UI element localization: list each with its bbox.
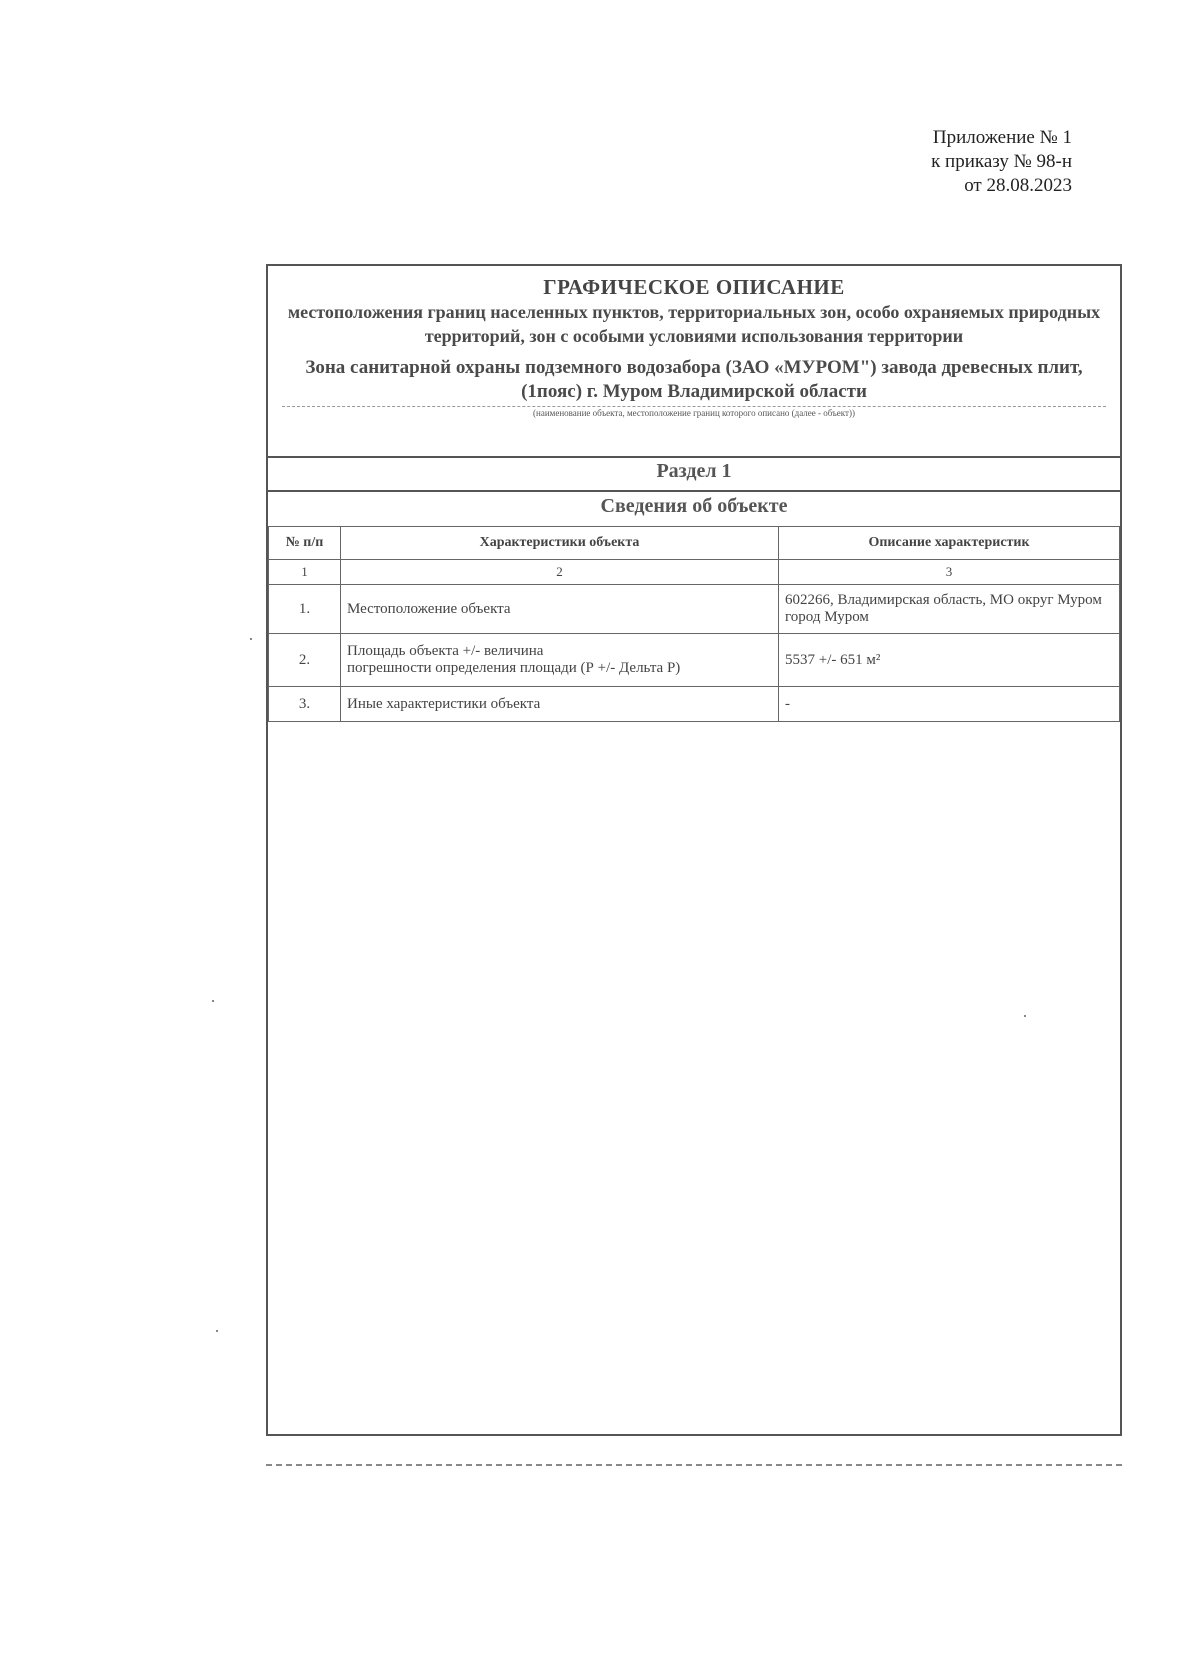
column-header-characteristic: Характеристики объекта	[341, 527, 779, 560]
annex-line-2: к приказу № 98-н	[931, 151, 1072, 172]
column-number: 1	[269, 560, 341, 585]
table-row	[269, 687, 1120, 722]
annex-reference	[931, 126, 1072, 198]
document-header	[268, 266, 1120, 456]
row-description: -	[779, 687, 1120, 722]
section-heading: Сведения об объекте	[600, 495, 788, 517]
table-header-row	[269, 527, 1120, 560]
row-number: 3.	[269, 687, 341, 722]
row-description: 602266, Владимирская область, МО округ Муром город Муром	[779, 585, 1120, 634]
document-frame	[266, 264, 1122, 1436]
column-header-description: Описание характеристик	[779, 527, 1120, 560]
scan-speck	[1024, 1015, 1026, 1017]
object-name: Зона санитарной охраны подземного водозабора (ЗАО «МУРОМ") завода древесных плит, (1пояс) г. Муром Владимирской области	[305, 357, 1083, 402]
section-label: Раздел 1	[656, 460, 732, 482]
scan-speck	[216, 1330, 218, 1332]
column-number-row	[269, 560, 1120, 585]
row-characteristic: Иные характеристики объекта	[341, 687, 779, 722]
divider	[268, 456, 1120, 458]
row-characteristic: Местоположение объекта	[341, 585, 779, 634]
scan-speck	[212, 1000, 214, 1002]
document-title: ГРАФИЧЕСКОЕ ОПИСАНИЕ	[543, 275, 845, 299]
row-number: 2.	[269, 634, 341, 687]
document-subtitle: местоположения границ населенных пунктов, территориальных зон, особо охраняемых природных территорий, зон с особыми условиями использования территории	[287, 302, 1101, 346]
column-number: 2	[341, 560, 779, 585]
annex-line-3: от 28.08.2023	[964, 175, 1072, 196]
page-bottom-line	[266, 1464, 1122, 1466]
column-header-num: № п/п	[269, 527, 341, 560]
object-info-table	[268, 526, 1120, 722]
row-characteristic-line: погрешности определения площади (Р +/- Дельта Р)	[347, 660, 681, 676]
table-row	[269, 634, 1120, 687]
row-characteristic	[341, 634, 779, 687]
table-row	[269, 585, 1120, 634]
row-number: 1.	[269, 585, 341, 634]
row-characteristic-line: Площадь объекта +/- величина	[347, 643, 544, 659]
annex-line-1: Приложение № 1	[932, 127, 1072, 148]
object-name-note: (наименование объекта, местоположение границ которого описано (далее - объект))	[282, 406, 1106, 418]
divider	[268, 490, 1120, 492]
row-description: 5537 +/- 651 м²	[779, 634, 1120, 687]
column-number: 3	[779, 560, 1120, 585]
scan-speck	[250, 638, 252, 640]
